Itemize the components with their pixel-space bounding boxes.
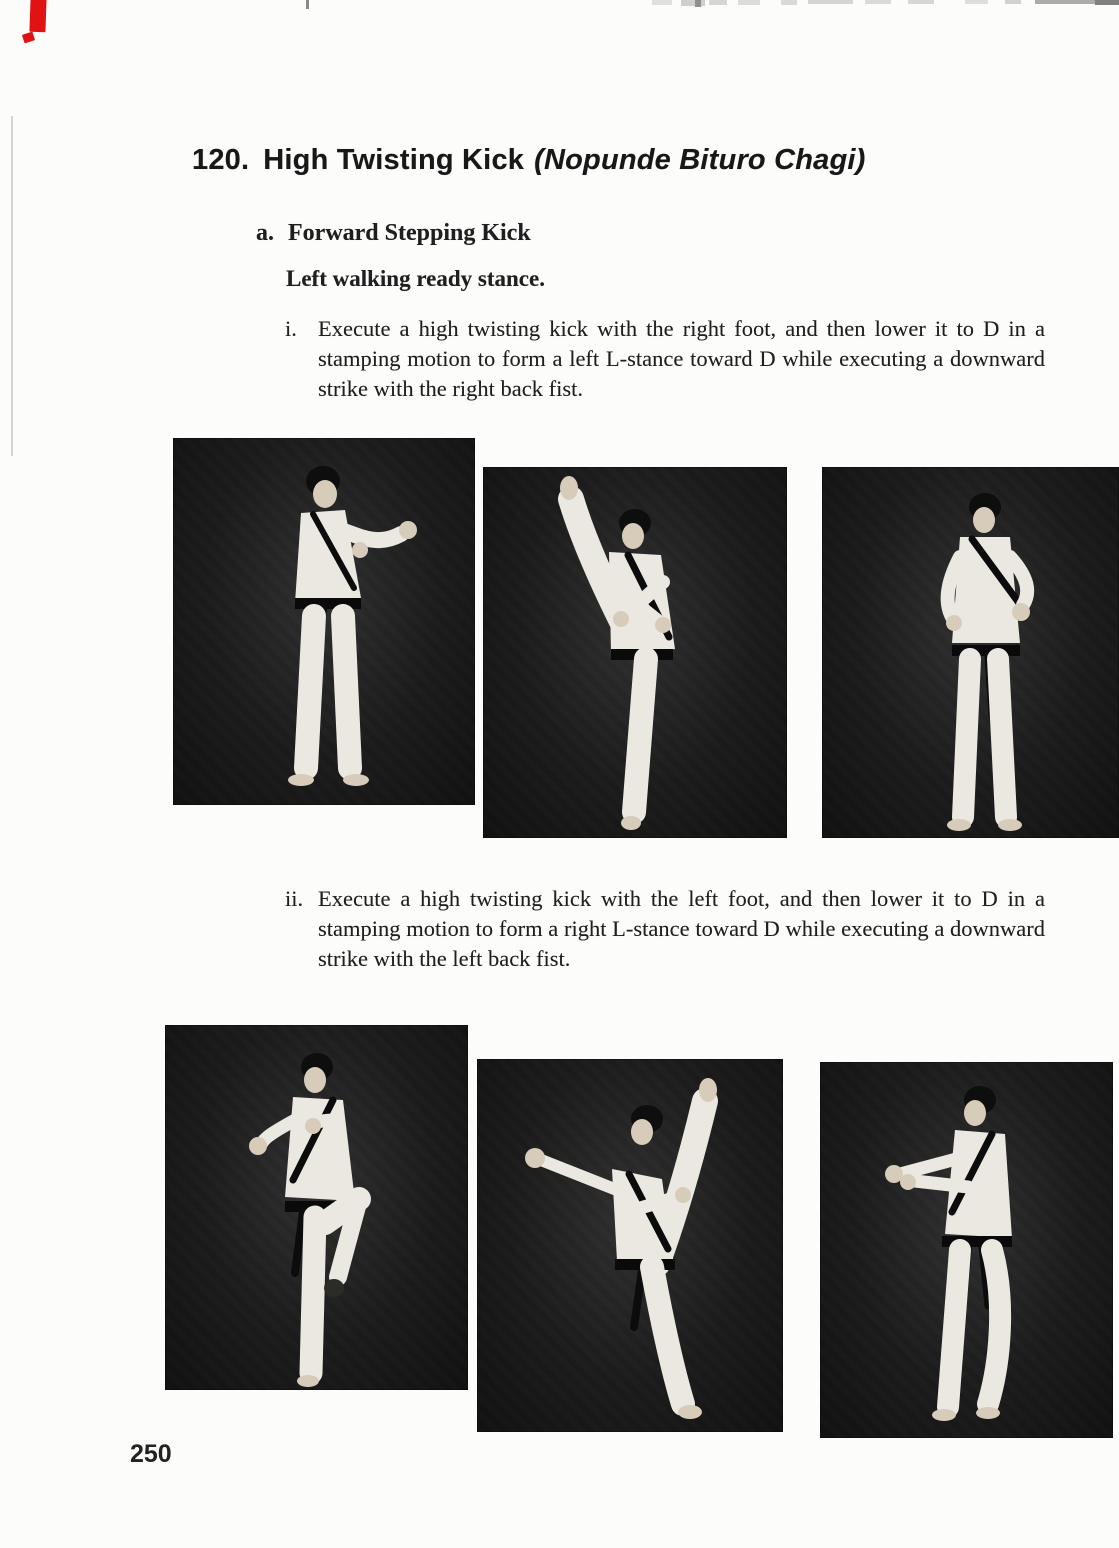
step-i <box>285 314 1045 404</box>
figure-ready-stance <box>173 438 475 805</box>
technique-korean-name: (Nopunde Bituro Chagi) <box>534 144 866 176</box>
step-ii-numeral: ii. <box>285 886 304 911</box>
scan-dash <box>808 0 853 4</box>
technique-name: High Twisting Kick <box>263 144 525 176</box>
scan-dash <box>781 0 797 5</box>
scan-dash <box>865 0 891 4</box>
scan-dash <box>709 0 727 5</box>
scan-dash <box>738 0 760 5</box>
page-title <box>192 144 866 177</box>
scan-dash <box>1005 0 1021 4</box>
figure-knee-raise <box>165 1025 468 1390</box>
stance-line: Left walking ready stance. <box>286 266 545 291</box>
scan-dash <box>652 0 672 5</box>
section-heading <box>256 220 531 247</box>
scan-dash <box>965 0 988 4</box>
scan-dash <box>1095 0 1119 5</box>
scan-mark <box>306 0 309 9</box>
section-letter: a. <box>256 220 274 246</box>
photo-right-high-kick <box>483 467 787 838</box>
section-title: Forward Stepping Kick <box>288 220 531 246</box>
step-i-numeral: i. <box>285 316 297 341</box>
scan-dash <box>1035 0 1095 4</box>
page-number: 250 <box>130 1440 172 1468</box>
scan-streak <box>11 116 13 456</box>
figure-left-high-kick <box>477 1059 783 1432</box>
photo-stamping-ready <box>822 467 1119 838</box>
photo-ready-stance <box>173 438 475 805</box>
step-i-text: Execute a high twisting kick with the right foot, and then lower it to D in a stamping motion to form a left L-stance toward D while executing a downward strike with the right back fist. <box>318 316 1045 401</box>
technique-number: 120. <box>192 144 250 176</box>
photo-lstance-strike <box>820 1062 1113 1438</box>
red-ink-fleck <box>22 32 35 44</box>
figure-stamping-ready <box>822 467 1119 838</box>
step-ii-text: Execute a high twisting kick with the left foot, and then lower it to D in a stamping motion to form a right L-stance toward D while executing a downward strike with the left back fist. <box>318 886 1045 971</box>
photo-knee-raise <box>165 1025 468 1390</box>
step-ii <box>285 884 1045 974</box>
photo-left-high-kick <box>477 1059 783 1432</box>
red-ink-mark <box>29 0 46 32</box>
scan-dash <box>681 0 705 6</box>
figure-lstance-strike <box>820 1062 1113 1438</box>
scan-dash <box>695 0 701 7</box>
figure-right-high-kick <box>483 467 787 838</box>
scan-dash <box>908 0 934 4</box>
